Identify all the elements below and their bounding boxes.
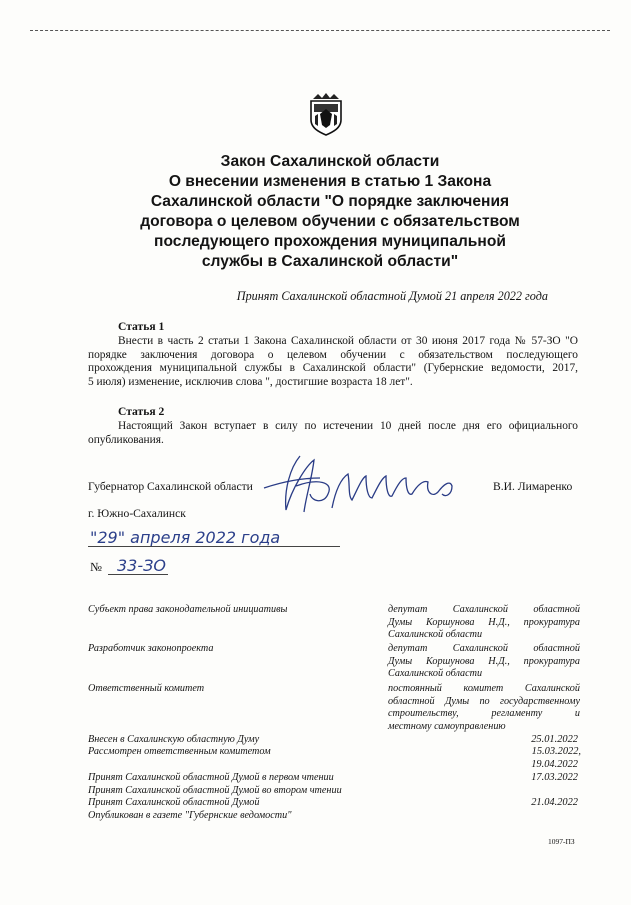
document-code: 1097-ПЗ bbox=[548, 837, 575, 846]
timeline-date: 19.04.2022 bbox=[531, 759, 578, 770]
timeline-label: Рассмотрен ответственным комитетом bbox=[88, 746, 271, 757]
timeline-date: 15.03.2022, bbox=[531, 746, 581, 757]
handwritten-signature bbox=[262, 448, 472, 526]
article-2-line: Настоящий Закон вступает в силу по истечении 10 дней после дня его официального bbox=[118, 420, 578, 432]
article-1-body bbox=[88, 335, 578, 389]
meta-value bbox=[388, 683, 580, 733]
article-1-line: порядке заключения договора о целевом обучении с обязательством последующего bbox=[88, 348, 578, 361]
timeline-label: Принят Сахалинской областной Думой bbox=[88, 797, 260, 808]
meta-line: Сахалинской области bbox=[388, 629, 483, 641]
meta-line: Думы Коршунова Н.Д., прокуратура bbox=[388, 616, 580, 628]
governor-title: Губернатор Сахалинской области bbox=[88, 480, 253, 493]
adoption-note: Принят Сахалинской областной Думой 21 апреля 2022 года bbox=[236, 289, 548, 303]
meta-line: Думы Коршунова Н.Д., прокуратура bbox=[388, 655, 580, 667]
date-underline bbox=[88, 546, 340, 547]
meta-line: местному самоуправлению bbox=[388, 720, 506, 732]
timeline-date: 21.04.2022 bbox=[531, 797, 578, 808]
article-1-heading: Статья 1 bbox=[118, 320, 165, 333]
meta-label: Разработчик законопроекта bbox=[88, 643, 214, 654]
timeline-date: 17.03.2022 bbox=[531, 772, 578, 783]
governor-name: В.И. Лимаренко bbox=[493, 480, 573, 493]
article-1-line: прохождения муниципальной службы в Сахалинской области" (Губернские ведомости, 2017, bbox=[88, 362, 578, 375]
meta-value bbox=[388, 604, 580, 642]
meta-value bbox=[388, 643, 580, 681]
timeline-label: Внесен в Сахалинскую областную Думу bbox=[88, 734, 260, 745]
handwritten-date: "29" апреля 2022 года bbox=[90, 528, 281, 547]
article-2-heading: Статья 2 bbox=[118, 405, 165, 418]
title-line: Сахалинской области "О порядке заключения bbox=[150, 193, 510, 210]
coat-of-arms-icon bbox=[306, 90, 346, 136]
top-dashed-line bbox=[30, 30, 610, 31]
meta-line: областной Думы по государственному bbox=[388, 695, 580, 707]
meta-label: Ответственный комитет bbox=[88, 683, 205, 694]
meta-line: депутат Сахалинской областной bbox=[388, 604, 580, 615]
number-label: № bbox=[90, 560, 102, 574]
timeline-label: Принят Сахалинской областной Думой во втором чтении bbox=[88, 785, 342, 796]
meta-line: строительству, регламенту и bbox=[388, 708, 580, 720]
article-1-line: 5 июля) изменение, исключив слова ", достигшие возраста 18 лет". bbox=[88, 375, 413, 388]
meta-label: Субъект права законодательной инициативы bbox=[88, 604, 288, 615]
number-underline bbox=[108, 574, 168, 575]
article-1-line: Внести в часть 2 статьи 1 Закона Сахалинской области от 30 июня 2017 года № 57-ЗО "О bbox=[118, 335, 578, 347]
title-line: последующего прохождения муниципальной bbox=[154, 233, 506, 250]
handwritten-number: 33-ЗО bbox=[117, 556, 166, 575]
meta-line: постоянный комитет Сахалинской bbox=[388, 683, 580, 694]
meta-line: Сахалинской области bbox=[388, 668, 483, 680]
title-line: договора о целевом обучении с обязательством bbox=[140, 213, 520, 230]
timeline-label: Опубликован в газете "Губернские ведомости" bbox=[88, 810, 292, 821]
timeline-date: 25.01.2022 bbox=[531, 734, 578, 745]
timeline-label: Принят Сахалинской областной Думой в первом чтении bbox=[88, 772, 334, 783]
title-line: О внесении изменения в статью 1 Закона bbox=[168, 173, 492, 190]
city: г. Южно-Сахалинск bbox=[88, 507, 186, 520]
title-line: службы в Сахалинской области" bbox=[201, 253, 459, 270]
title-line: Закон Сахалинской области bbox=[220, 153, 440, 170]
law-title bbox=[110, 152, 550, 272]
article-2-line: опубликования. bbox=[88, 433, 164, 446]
article-2-body bbox=[88, 420, 578, 447]
meta-line: депутат Сахалинской областной bbox=[388, 643, 580, 654]
